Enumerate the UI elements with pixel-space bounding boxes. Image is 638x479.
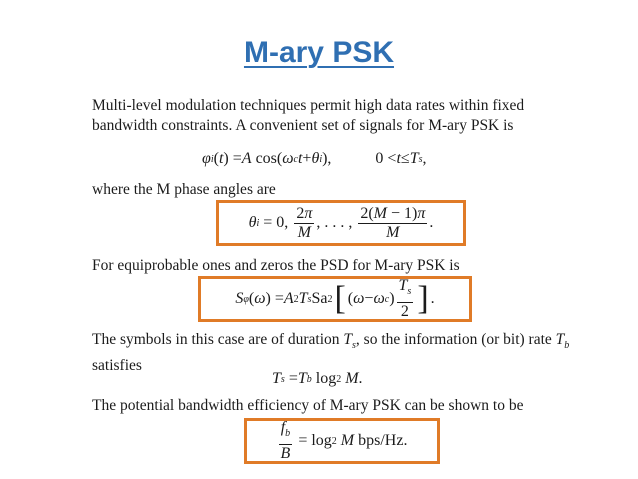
fraction-2m-minus-1-pi-over-m: $\frac{2(M - 1)\pi}{M}$ <box>360 204 426 241</box>
paragraph-bandwidth-efficiency: The potential bandwidth efficiency of M-ary PSK can be shown to be <box>92 397 524 414</box>
paragraph-psd: For equiprobable ones and zeros the PSD for M-ary PSK is <box>92 257 460 274</box>
slide-title: M-ary PSK <box>243 36 395 69</box>
paragraph-phase-angles: where the M phase angles are <box>92 181 276 198</box>
equation-psd-box: S φ ( ω ) = A 2 T s Sa 2 [ ( ω − ω c ) $\frac{T_s}{2}$ ] . <box>198 276 472 322</box>
fraction-ts-over-2: $\frac{T_s}{2}$ <box>398 277 412 320</box>
paragraph-symbol-duration-line-2: satisfies <box>92 357 142 375</box>
paragraph-symbol-duration-line-1: The symbols in this case are of duration $T_s$, so the information (or bit) rate $T_b$ <box>92 331 570 352</box>
paragraph-intro-line-2: bandwidth constraints. A convenient set of signals for M-ary PSK is <box>92 117 514 134</box>
fraction-2pi-over-m: $\frac{2\pi}{M}$ <box>296 204 313 241</box>
equation-signal-set: φ i ( t ) = A cos( ω c t + θ i ), 0 < t ≤ T s , <box>202 150 427 167</box>
paragraph-intro <box>92 96 592 136</box>
equation-bit-rate: T s = T b log 2 M . <box>272 370 363 387</box>
paragraph-intro-line-1: Multi-level modulation techniques permit high data rates within fixed <box>92 97 525 114</box>
equation-bandwidth-efficiency-box: $\frac{f_b}{B}$ = log 2 M bps/Hz. <box>244 418 440 464</box>
fraction-fb-over-b: $\frac{f_b}{B}$ <box>280 419 291 462</box>
equation-phase-angles-box: θ i = 0, $\frac{2\pi}{M}$ , . . . , $\frac{2(M - 1)\pi}{M}$ . <box>216 200 466 246</box>
